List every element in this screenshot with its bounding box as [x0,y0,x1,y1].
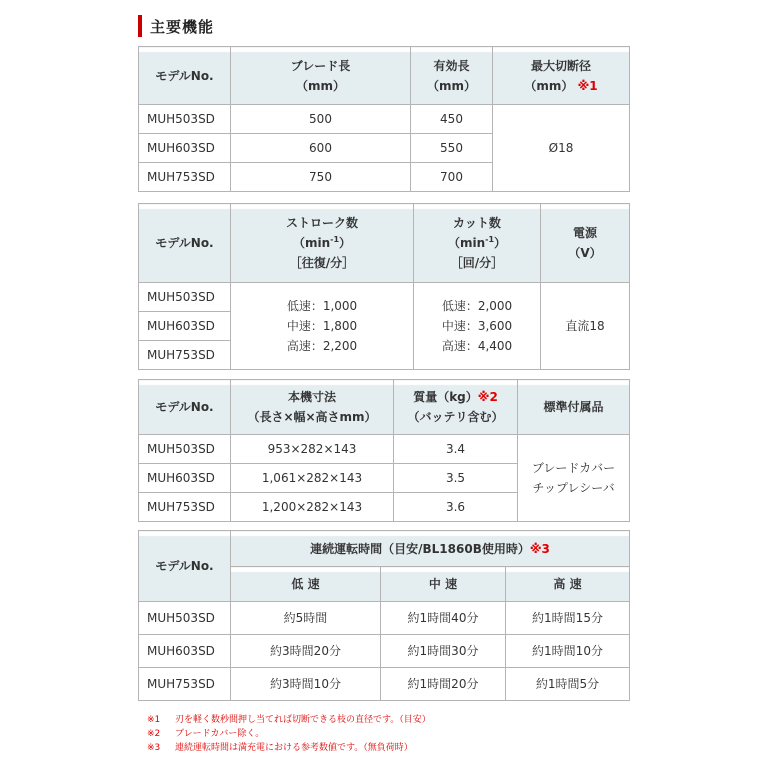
effective-cell: 450 [411,105,493,134]
accessories-cell: ブレードカバー チップレシーバ [518,435,630,522]
effective-cell: 700 [411,163,493,192]
header-model: モデルNo. [139,531,231,602]
header-accessories: 標準付属品 [518,380,630,435]
footnote-1: ※1 刃を軽く数秒間押し当てれば切断できる枝の直径です。（目安） [147,715,431,725]
speed-spec-table [138,203,630,370]
dimensions-cell: 1,200×282×143 [231,493,394,522]
max-cut-cell: Ø18 [493,105,630,192]
model-cell: MUH753SD [139,668,231,701]
table-row [139,635,630,668]
cut-count-cell: 低速：2,000 中速：3,600 高速：4,400 [414,283,541,370]
model-cell: MUH603SD [139,464,231,493]
header-stroke: ストローク数 $(\min^{-1})$ ［往復/分］ [231,204,414,283]
low-runtime-cell: 約3時間20分 [231,635,381,668]
blade-spec-table [138,46,630,192]
stroke-cell: 低速：1,000 中速：1,800 高速：2,200 [231,283,414,370]
note-mark: ※1 [577,78,598,93]
mid-runtime-cell: 約1時間40分 [381,602,506,635]
table-row [139,283,630,312]
high-runtime-cell: 約1時間10分 [506,635,630,668]
model-cell: MUH753SD [139,163,231,192]
header-max-cut: 最大切断径 （mm） ※1 [493,47,630,105]
model-cell: MUH603SD [139,635,231,668]
table-row [139,435,630,464]
model-cell: MUH603SD [139,312,231,341]
table-row [139,602,630,635]
dimensions-cell: 953×282×143 [231,435,394,464]
footnote-3: ※3 連続運転時間は満充電における参考数値です。（無負荷時） [147,743,413,753]
note-mark: ※2 [477,390,498,404]
table-header-row [139,204,630,283]
model-cell: MUH503SD [139,283,231,312]
header-cut-count: カット数 $(\min^{-1})$ ［回/分］ [414,204,541,283]
model-cell: MUH603SD [139,134,231,163]
model-cell: MUH503SD [139,602,231,635]
blade-cell: 750 [231,163,411,192]
table-header-row [139,380,630,435]
note-mark: ※3 [529,541,550,556]
table-header-row [139,531,630,567]
header-low-speed: 低 速 [231,567,381,602]
section-title: 主要機能 [150,17,215,36]
header-model: モデルNo. [139,380,231,435]
effective-cell: 550 [411,134,493,163]
heading-accent-bar [138,15,142,37]
footnotes [147,713,431,755]
section-heading [138,14,214,38]
model-cell: MUH503SD [139,105,231,134]
header-effective-length: 有効長 （mm） [411,47,493,105]
mid-runtime-cell: 約1時間20分 [381,668,506,701]
high-runtime-cell: 約1時間5分 [506,668,630,701]
header-dimensions: 本機寸法 （長さ×幅×高さmm） [231,380,394,435]
table-row [139,105,630,134]
header-blade-length: ブレード長 （mm） [231,47,411,105]
mass-cell: 3.5 [394,464,518,493]
header-mass: 質量（kg）※2 （バッテリ含む） [394,380,518,435]
table-header-row [139,47,630,105]
header-runtime: 連続運転時間（目安/BL1860B使用時）※3 [231,531,630,567]
mass-cell: 3.4 [394,435,518,464]
mid-runtime-cell: 約1時間30分 [381,635,506,668]
high-runtime-cell: 約1時間15分 [506,602,630,635]
mass-cell: 3.6 [394,493,518,522]
low-runtime-cell: 約3時間10分 [231,668,381,701]
model-cell: MUH753SD [139,493,231,522]
blade-cell: 600 [231,134,411,163]
power-cell: 直流18 [541,283,630,370]
dimensions-cell: 1,061×282×143 [231,464,394,493]
header-power: 電源 （V） [541,204,630,283]
model-cell: MUH503SD [139,435,231,464]
low-runtime-cell: 約5時間 [231,602,381,635]
header-model: モデルNo. [139,47,231,105]
header-mid-speed: 中 速 [381,567,506,602]
dimensions-table [138,379,630,522]
model-cell: MUH753SD [139,341,231,370]
table-row [139,668,630,701]
blade-cell: 500 [231,105,411,134]
header-high-speed: 高 速 [506,567,630,602]
header-model: モデルNo. [139,204,231,283]
footnote-2: ※2 ブレードカバー除く。 [147,729,265,739]
runtime-table [138,530,630,701]
